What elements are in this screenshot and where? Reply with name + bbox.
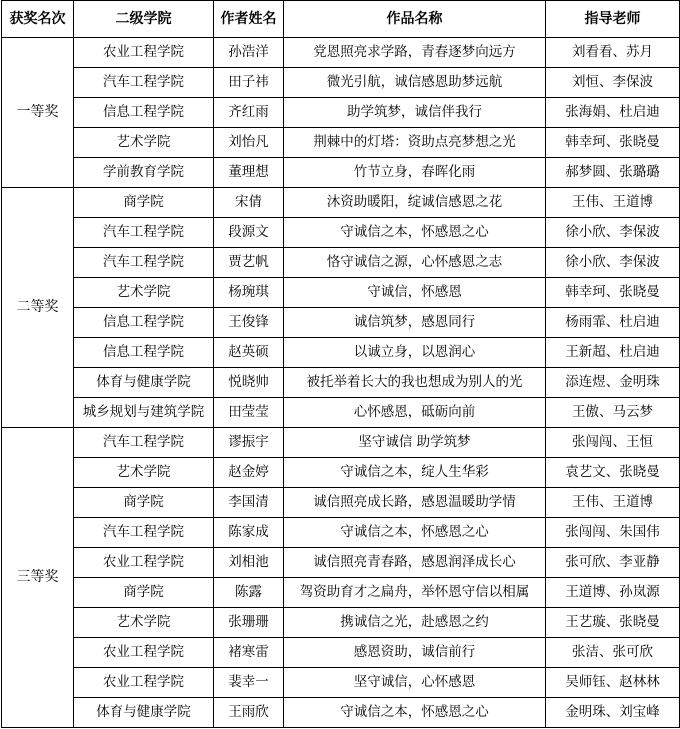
table-row [2,458,680,488]
college-cell: 信息工程学院 [74,308,214,338]
advisor-cell: 杨雨霏、杜启迪 [546,308,680,338]
work-title-cell: 守诚信，怀感恩 [284,278,546,308]
awards-table [1,0,680,728]
table-row [2,638,680,668]
table-row [2,68,680,98]
table-row [2,578,680,608]
work-title-cell: 助学筑梦，诚信伴我行 [284,98,546,128]
author-cell: 宋倩 [214,188,284,218]
header-college: 二级学院 [74,1,214,38]
table-row [2,248,680,278]
table-row [2,98,680,128]
header-author: 作者姓名 [214,1,284,38]
author-cell: 陈露 [214,578,284,608]
table-row [2,698,680,728]
author-cell: 董理想 [214,158,284,188]
work-title-cell: 心怀感恩，砥砺向前 [284,398,546,428]
advisor-cell: 徐小欣、李保波 [546,248,680,278]
college-cell: 商学院 [74,188,214,218]
college-cell: 艺术学院 [74,608,214,638]
college-cell: 信息工程学院 [74,338,214,368]
advisor-cell: 郝梦圆、张璐璐 [546,158,680,188]
advisor-cell: 添连煜、金明珠 [546,368,680,398]
college-cell: 汽车工程学院 [74,248,214,278]
award-rank-cell: 二等奖 [2,188,74,428]
author-cell: 谬振宇 [214,428,284,458]
author-cell: 刘相池 [214,548,284,578]
author-cell: 陈家成 [214,518,284,548]
advisor-cell: 王艺璇、张晓曼 [546,608,680,638]
author-cell: 悦晓帅 [214,368,284,398]
college-cell: 汽车工程学院 [74,68,214,98]
advisor-cell: 张洁、张可欣 [546,638,680,668]
work-title-cell: 竹节立身，春晖化雨 [284,158,546,188]
college-cell: 艺术学院 [74,458,214,488]
table-row [2,308,680,338]
advisor-cell: 韩幸珂、张晓曼 [546,278,680,308]
advisor-cell: 王伟、王道博 [546,188,680,218]
college-cell: 农业工程学院 [74,548,214,578]
college-cell: 汽车工程学院 [74,428,214,458]
college-cell: 城乡规划与建筑学院 [74,398,214,428]
college-cell: 商学院 [74,488,214,518]
work-title-cell: 沐资助暖阳，绽诚信感恩之花 [284,188,546,218]
table-row [2,548,680,578]
work-title-cell: 感恩资助，诚信前行 [284,638,546,668]
header-work-title: 作品名称 [284,1,546,38]
work-title-cell: 微光引航，诚信感恩助梦远航 [284,68,546,98]
table-row [2,428,680,458]
advisor-cell: 袁艺文、张晓曼 [546,458,680,488]
work-title-cell: 守诚信之本，绽人生华彩 [284,458,546,488]
author-cell: 李国清 [214,488,284,518]
table-row [2,188,680,218]
table-row [2,338,680,368]
college-cell: 商学院 [74,578,214,608]
advisor-cell: 王道博、孙岚源 [546,578,680,608]
college-cell: 体育与健康学院 [74,698,214,728]
table-row [2,38,680,68]
college-cell: 艺术学院 [74,278,214,308]
header-row [2,1,680,38]
work-title-cell: 荆棘中的灯塔：资助点亮梦想之光 [284,128,546,158]
advisor-cell: 张可欣、李亚静 [546,548,680,578]
author-cell: 刘怡凡 [214,128,284,158]
work-title-cell: 携诚信之光，赴感恩之约 [284,608,546,638]
advisor-cell: 张闯闯、朱国伟 [546,518,680,548]
table-row [2,128,680,158]
author-cell: 段源文 [214,218,284,248]
table-row [2,218,680,248]
work-title-cell: 坚守诚信 助学筑梦 [284,428,546,458]
advisor-cell: 吴师钰、赵林林 [546,668,680,698]
work-title-cell: 诚信筑梦，感恩同行 [284,308,546,338]
author-cell: 褚寒雷 [214,638,284,668]
author-cell: 王俊锋 [214,308,284,338]
work-title-cell: 被托举着长大的我也想成为别人的光 [284,368,546,398]
table-row [2,608,680,638]
header-advisor: 指导老师 [546,1,680,38]
author-cell: 王雨欣 [214,698,284,728]
table-row [2,518,680,548]
author-cell: 田莹莹 [214,398,284,428]
work-title-cell: 驾资助育才之扁舟，举怀恩守信以相属 [284,578,546,608]
work-title-cell: 恪守诚信之源，心怀感恩之志 [284,248,546,278]
author-cell: 赵英硕 [214,338,284,368]
college-cell: 汽车工程学院 [74,218,214,248]
advisor-cell: 刘恒、李保波 [546,68,680,98]
advisor-cell: 王新超、杜启迪 [546,338,680,368]
college-cell: 体育与健康学院 [74,368,214,398]
table-row [2,368,680,398]
advisor-cell: 张闯闯、王恒 [546,428,680,458]
work-title-cell: 诚信照亮青春路，感恩润泽成长心 [284,548,546,578]
award-rank-cell: 三等奖 [2,428,74,728]
work-title-cell: 党恩照亮求学路，青春逐梦向远方 [284,38,546,68]
college-cell: 农业工程学院 [74,668,214,698]
author-cell: 赵金婷 [214,458,284,488]
header-award: 获奖名次 [2,1,74,38]
work-title-cell: 守诚信之本，怀感恩之心 [284,518,546,548]
work-title-cell: 守诚信之本，怀感恩之心 [284,698,546,728]
advisor-cell: 王傲、马云梦 [546,398,680,428]
table-row [2,668,680,698]
table-row [2,278,680,308]
advisor-cell: 韩幸珂、张晓曼 [546,128,680,158]
advisor-cell: 刘看看、苏月 [546,38,680,68]
author-cell: 杨琬琪 [214,278,284,308]
advisor-cell: 徐小欣、李保波 [546,218,680,248]
author-cell: 裴幸一 [214,668,284,698]
college-cell: 学前教育学院 [74,158,214,188]
table-row [2,398,680,428]
advisor-cell: 张海娟、杜启迪 [546,98,680,128]
work-title-cell: 以诚立身，以恩润心 [284,338,546,368]
table-row [2,158,680,188]
college-cell: 农业工程学院 [74,638,214,668]
author-cell: 贾艺帆 [214,248,284,278]
college-cell: 汽车工程学院 [74,518,214,548]
author-cell: 田子祎 [214,68,284,98]
college-cell: 艺术学院 [74,128,214,158]
work-title-cell: 诚信照亮成长路，感恩温暖助学情 [284,488,546,518]
college-cell: 农业工程学院 [74,38,214,68]
work-title-cell: 守诚信之本，怀感恩之心 [284,218,546,248]
advisor-cell: 金明珠、刘宝峰 [546,698,680,728]
author-cell: 孙浩洋 [214,38,284,68]
work-title-cell: 坚守诚信，心怀感恩 [284,668,546,698]
author-cell: 张珊珊 [214,608,284,638]
award-rank-cell: 一等奖 [2,38,74,188]
author-cell: 齐红雨 [214,98,284,128]
advisor-cell: 王伟、王道博 [546,488,680,518]
table-body [2,38,680,728]
college-cell: 信息工程学院 [74,98,214,128]
table-row [2,488,680,518]
